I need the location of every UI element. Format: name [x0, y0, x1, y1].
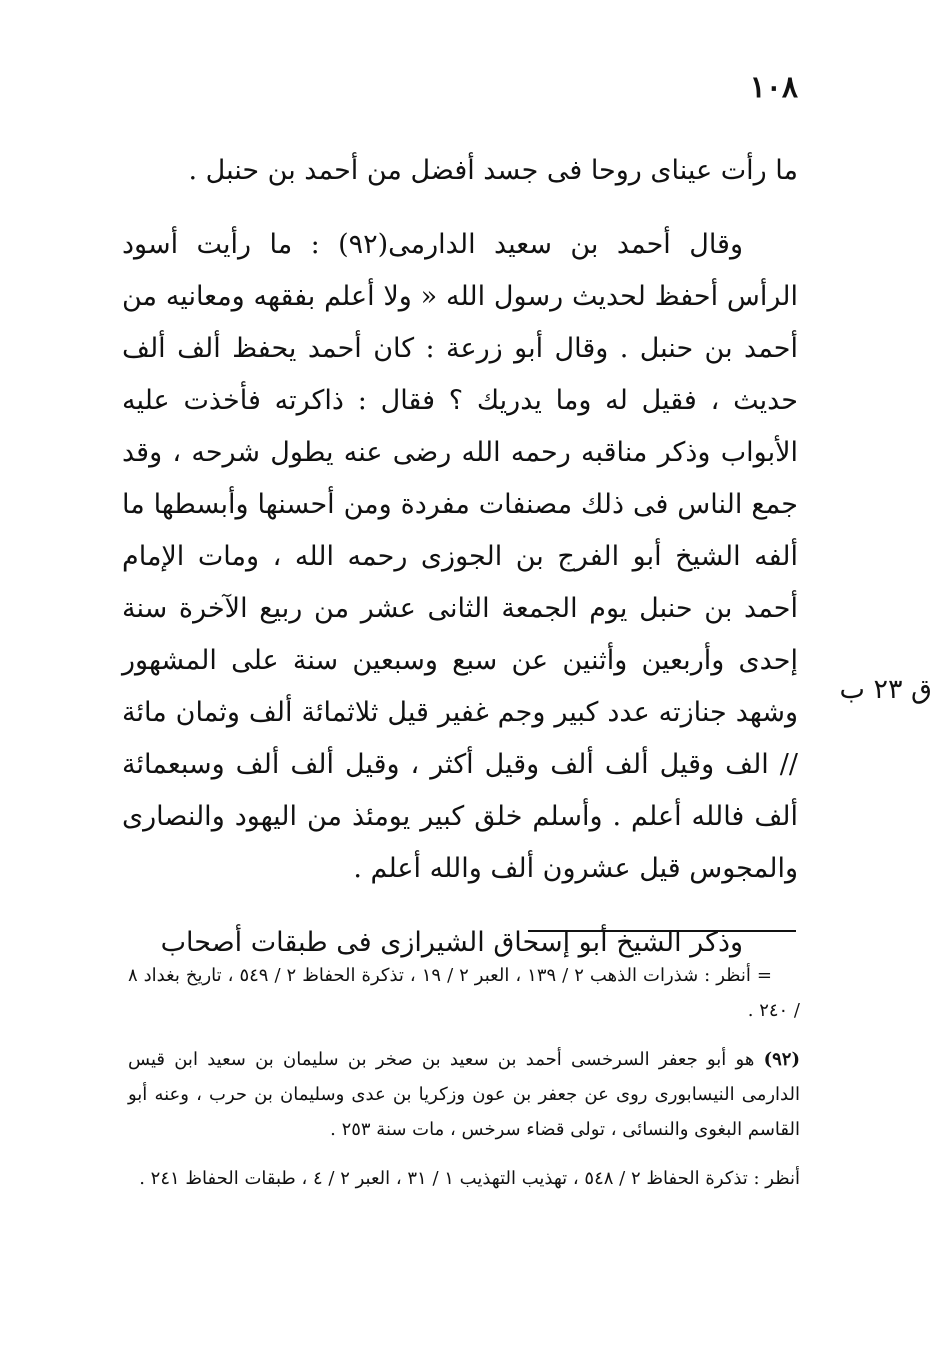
manuscript-folio-note: ق ٢٣ ب: [839, 674, 932, 705]
main-text-block: [122, 145, 798, 969]
body-paragraph: ما رأت عيناى روحا فى جسد أفضل من أحمد بن حنبل .: [188, 155, 798, 186]
footnote-92: [128, 1042, 800, 1147]
page-number: ١٠٨: [749, 70, 798, 105]
footnote-separator: [528, 930, 796, 932]
body-paragraph: وذكر الشيخ أبو إسحاق الشيرازى فى طبقات أصحاب: [160, 927, 743, 958]
footnote-92-marker: (٩٢): [763, 1049, 800, 1070]
footnote-continued: = أنظر : شذرات الذهب ٢ / ١٣٩ ، العبر ٢ / ١٩ ، تذكرة الحفاظ ٢ / ٥٤٩ ، تاريخ بغداد ٨ / ٢٤٠ .: [128, 965, 800, 1021]
body-paragraph: وقال أحمد بن سعيد الدارمى(٩٢) : ما رأيت أسود الرأس أحفظ لحديث رسول الله « ولا أعلم بفقهه ومعانيه من أحمد بن حنبل . وقال أبو زرعة : كان أحمد يحفظ ألف ألف حديث ، فقيل له وما يدريك ؟ فقال : ذاكرته فأخذت عليه الأبواب وذكر مناقبه رحمه الله رضى عنه يطول شرحه ، وقد جمع الناس فى ذلك مصنفات مفردة ومن أحسنها وأبسطها ما ألفه الشيخ أبو الفرج بن الجوزى رحمه الله ، ومات الإمام أحمد بن حنبل يوم الجمعة الثانى عشر من ربيع الآخرة سنة إحدى وأربعين وأثنين عن سبع وسبعين سنة على المشهور وشهد جنازته عدد كبير وجم غفير قيل ثلاثمائة ألف وثمان مائة // الف وقيل ألف ألف وقيل أكثر ، وقيل ألف ألف وسبعمائة ألف فالله أعلم . وأسلم خلق كبير يومئذ من اليهود والنصارى والمجوس قيل عشرون ألف والله أعلم .: [122, 229, 798, 884]
footnotes-block: [128, 958, 800, 1210]
footnote-92-sources: أنظر : تذكرة الحفاظ ٢ / ٥٤٨ ، تهذيب التهذيب ١ / ٣١ ، العبر ٢ / ٤ ، طبقات الحفاظ ٢٤١ .: [139, 1168, 800, 1189]
footnote-92-text: هو أبو جعفر السرخسى أحمد بن سعيد بن صخر بن سليمان بن سعيد ابن قيس الدارمى النيسابورى روى عن جعفر بن عون وزكريا بن عدى وسليمان بن حرب ، وعنه أبو القاسم البغوى والنسائى ، تولى قضاء سرخس ، مات سنة ٢٥٣ .: [128, 1049, 800, 1140]
